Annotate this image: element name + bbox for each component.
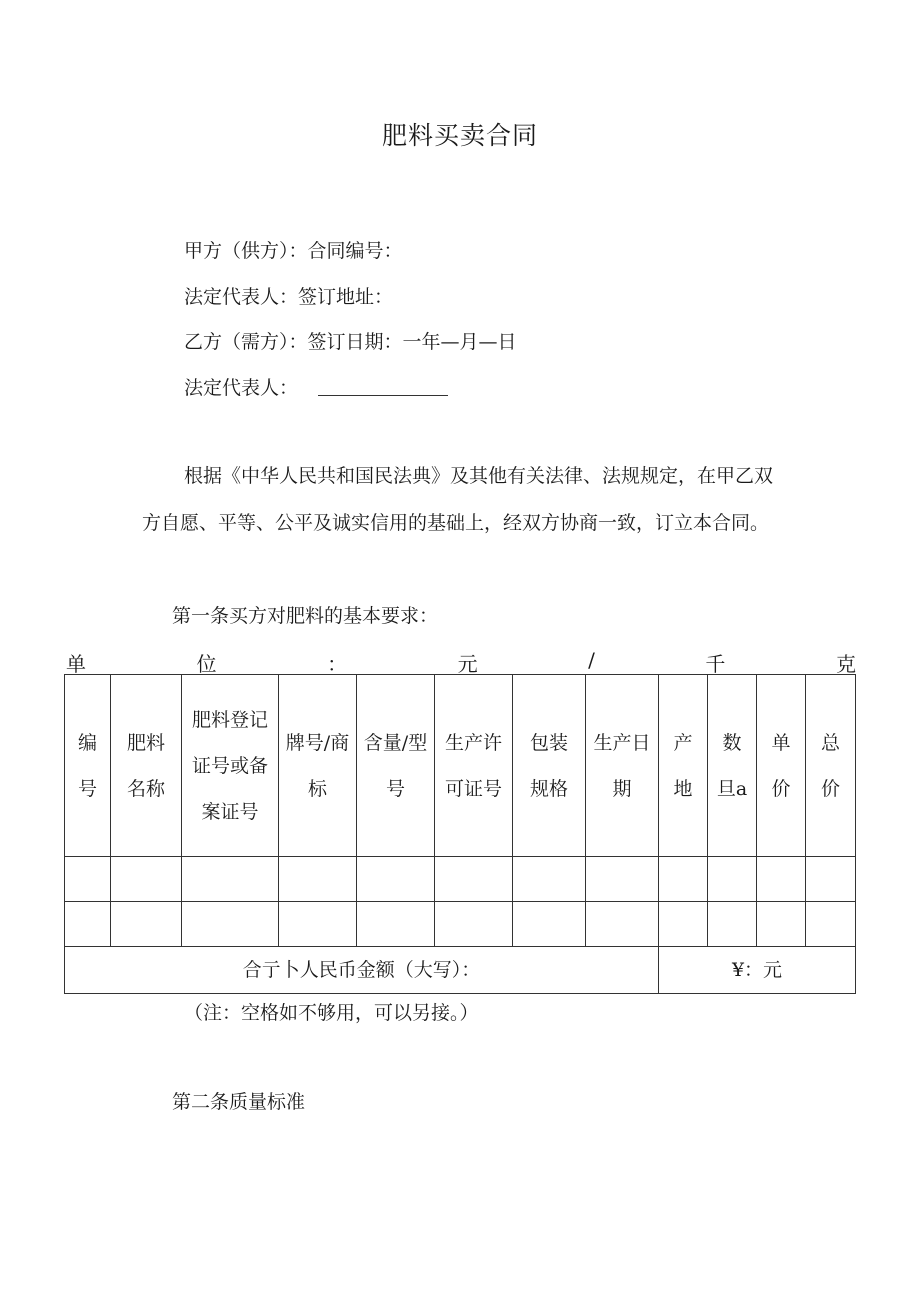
table-cell	[357, 902, 435, 947]
table-cell	[513, 902, 586, 947]
header-cell-registration: 肥料登记 证号或备 案证号	[182, 675, 279, 857]
table-header-row	[65, 675, 856, 857]
party-a-line: 甲方（供方）：合同编号：	[184, 240, 403, 262]
table-cell	[357, 857, 435, 902]
table-cell	[111, 857, 182, 902]
header-cell-date: 生产日 期	[586, 675, 659, 857]
party-b-rep-line: 法定代表人：	[184, 377, 299, 399]
table-cell	[435, 857, 513, 902]
table-cell	[513, 857, 586, 902]
table-total-row	[65, 947, 856, 994]
party-b-line: 乙方（需方）：签订日期：一年—月—日	[184, 331, 517, 353]
preamble-line-2: 方自愿、平等、公平及诚实信用的基础上，经双方协商一致，订立本合同。	[142, 512, 770, 534]
article-2-heading: 第二条质量标准	[172, 1091, 306, 1113]
unit-char: 位	[196, 652, 217, 676]
table-cell	[659, 902, 708, 947]
table-row	[65, 902, 856, 947]
table-cell	[435, 902, 513, 947]
header-cell-brand: 牌号/商 标	[279, 675, 357, 857]
preamble-line-1: 根据《中华人民共和国民法典》及其他有关法律、法规规定，在甲乙双	[184, 465, 774, 487]
table-cell	[806, 857, 856, 902]
table-cell	[65, 857, 111, 902]
header-cell-quantity: 数 旦a	[708, 675, 757, 857]
table-cell	[708, 857, 757, 902]
table-note: （注：空格如不够用，可以另接。）	[184, 1002, 479, 1024]
unit-char: /	[588, 648, 595, 672]
header-cell-package: 包装 规格	[513, 675, 586, 857]
table-cell	[111, 902, 182, 947]
table-cell	[757, 902, 806, 947]
table-cell	[757, 857, 806, 902]
header-cell-unit-price: 单 价	[757, 675, 806, 857]
table-cell	[659, 857, 708, 902]
table-cell	[279, 857, 357, 902]
header-cell-name: 肥料 名称	[111, 675, 182, 857]
article-1-heading: 第一条买方对肥料的基本要求：	[172, 605, 439, 627]
unit-char: 克	[835, 652, 856, 676]
table-cell	[586, 902, 659, 947]
table-cell	[806, 902, 856, 947]
party-a-rep-line: 法定代表人：签订地址：	[184, 286, 394, 308]
table-cell	[279, 902, 357, 947]
table-row	[65, 857, 856, 902]
header-cell-origin: 产 地	[659, 675, 708, 857]
contract-title: 肥料买卖合同	[381, 121, 538, 150]
fertilizer-table	[64, 674, 856, 994]
header-cell-total-price: 总 价	[806, 675, 856, 857]
signature-blank-line	[318, 395, 448, 396]
table-cell	[65, 902, 111, 947]
unit-char: 单	[66, 652, 86, 676]
unit-char: 千	[705, 652, 726, 676]
unit-label	[66, 648, 856, 677]
total-amount-label: 合亍卜人民币金额（大写）：	[65, 947, 659, 994]
total-amount-symbol: ¥：元	[659, 947, 856, 994]
header-cell-number: 编 号	[65, 675, 111, 857]
header-cell-content: 含量/型 号	[357, 675, 435, 857]
unit-char: ：	[327, 652, 348, 676]
table-cell	[586, 857, 659, 902]
header-cell-license: 生产许 可证号	[435, 675, 513, 857]
table-cell	[708, 902, 757, 947]
unit-char: 元	[457, 652, 478, 676]
table-cell	[182, 857, 279, 902]
table-cell	[182, 902, 279, 947]
